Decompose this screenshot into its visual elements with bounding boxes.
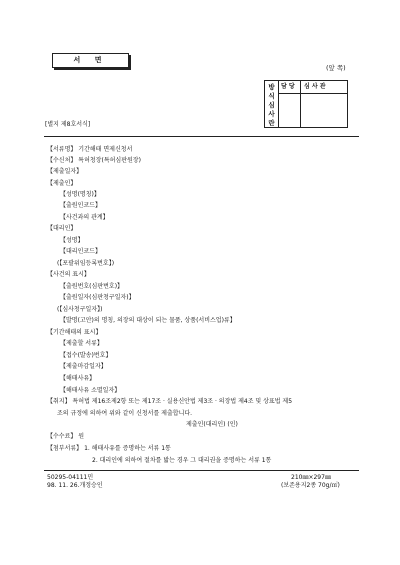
row-agent-code: 【대리인코드】	[60, 248, 101, 255]
row-purpose-continued: 조의 규정에 의하여 위와 같이 신청서를 제출합니다.	[57, 410, 193, 417]
row-invention-title: 【발명(고안)의 명칭, 의장의 대상이 되는 물품, 상품(서비스업)류】	[60, 317, 236, 324]
row-receipt-number: 【접수(발송)번호】	[60, 352, 112, 359]
row-period-neglect: 【기간해태의 표시】	[47, 329, 102, 336]
inspection-side-label: 방 식 심 사 란	[265, 81, 279, 127]
inspection-cell-officer	[279, 81, 301, 127]
row-agent: 【대리인】	[47, 225, 77, 232]
row-fee: 【수수료】 원	[47, 433, 85, 440]
footer-paper-size: 210㎜×297㎜	[291, 474, 331, 481]
inspection-box	[264, 80, 348, 128]
bottom-rule	[44, 470, 359, 471]
footer-paper-type: (보존용지2종 70g/㎡)	[281, 482, 340, 489]
row-attachment-2: 2. 대리인에 의하여 절차를 밟는 경우 그 대리권을 증명하는 서류 1통	[92, 457, 272, 464]
inspection-col-officer: 담 당	[281, 83, 295, 90]
form-number: [별지 제8호서식]	[45, 121, 91, 128]
inspection-cell-examiner	[301, 81, 349, 127]
footer-form-code: 50295-04111민	[47, 474, 94, 481]
row-submission-date: 【제출일자】	[47, 168, 83, 175]
row-applicant-code: 【출원인코드】	[60, 202, 101, 209]
front-page-label: (앞 쪽)	[326, 64, 346, 72]
row-document-to-submit: 【제출할 서류】	[60, 340, 103, 347]
row-blanket-power-number: (【포괄위임등록번호】)	[57, 260, 115, 267]
row-case-indication: 【사건의 표시】	[47, 271, 90, 278]
footer-approval-date: 98. 11. 26.개정승인	[47, 482, 103, 489]
row-application-number: 【출원번호(심판번호)】	[60, 283, 124, 290]
document-title: 서 면	[52, 53, 129, 68]
top-rule	[44, 136, 359, 137]
row-case-relation: 【사건과의 관계】	[60, 214, 109, 221]
row-attachment-1: 【첨부서류】 1. 해태사유를 증명하는 서류 1통	[47, 445, 171, 452]
row-examination-request-date: (【심사청구일자】)	[57, 306, 103, 313]
row-application-date: 【출원일자(심판청구일자)】	[60, 294, 135, 301]
row-recipient: 【수신처】 특허청장(특허심판원장)	[47, 157, 141, 164]
row-neglect-reason: 【해태사유】	[60, 375, 96, 382]
row-purpose: 【취지】 특허법 제16조제2항 또는 제17조 · 실용신안법 제3조 · 의장법 제4조 및 상표법 제5	[47, 398, 293, 405]
row-submitter-signature: 제출인(대리인) (인)	[186, 421, 238, 428]
row-deadline-date: 【제출마감일자】	[60, 363, 107, 370]
row-submitter-name: 【성명(명칭)】	[60, 191, 100, 198]
row-agent-name: 【성명】	[60, 237, 84, 244]
row-submitter: 【제출인】	[47, 180, 77, 187]
row-reason-end-date: 【해태사유 소멸일자】	[60, 387, 121, 394]
row-document-name: 【서류명】 기간해태 면제신청서	[47, 146, 133, 153]
inspection-col-examiner: 심 사 관	[304, 83, 326, 90]
